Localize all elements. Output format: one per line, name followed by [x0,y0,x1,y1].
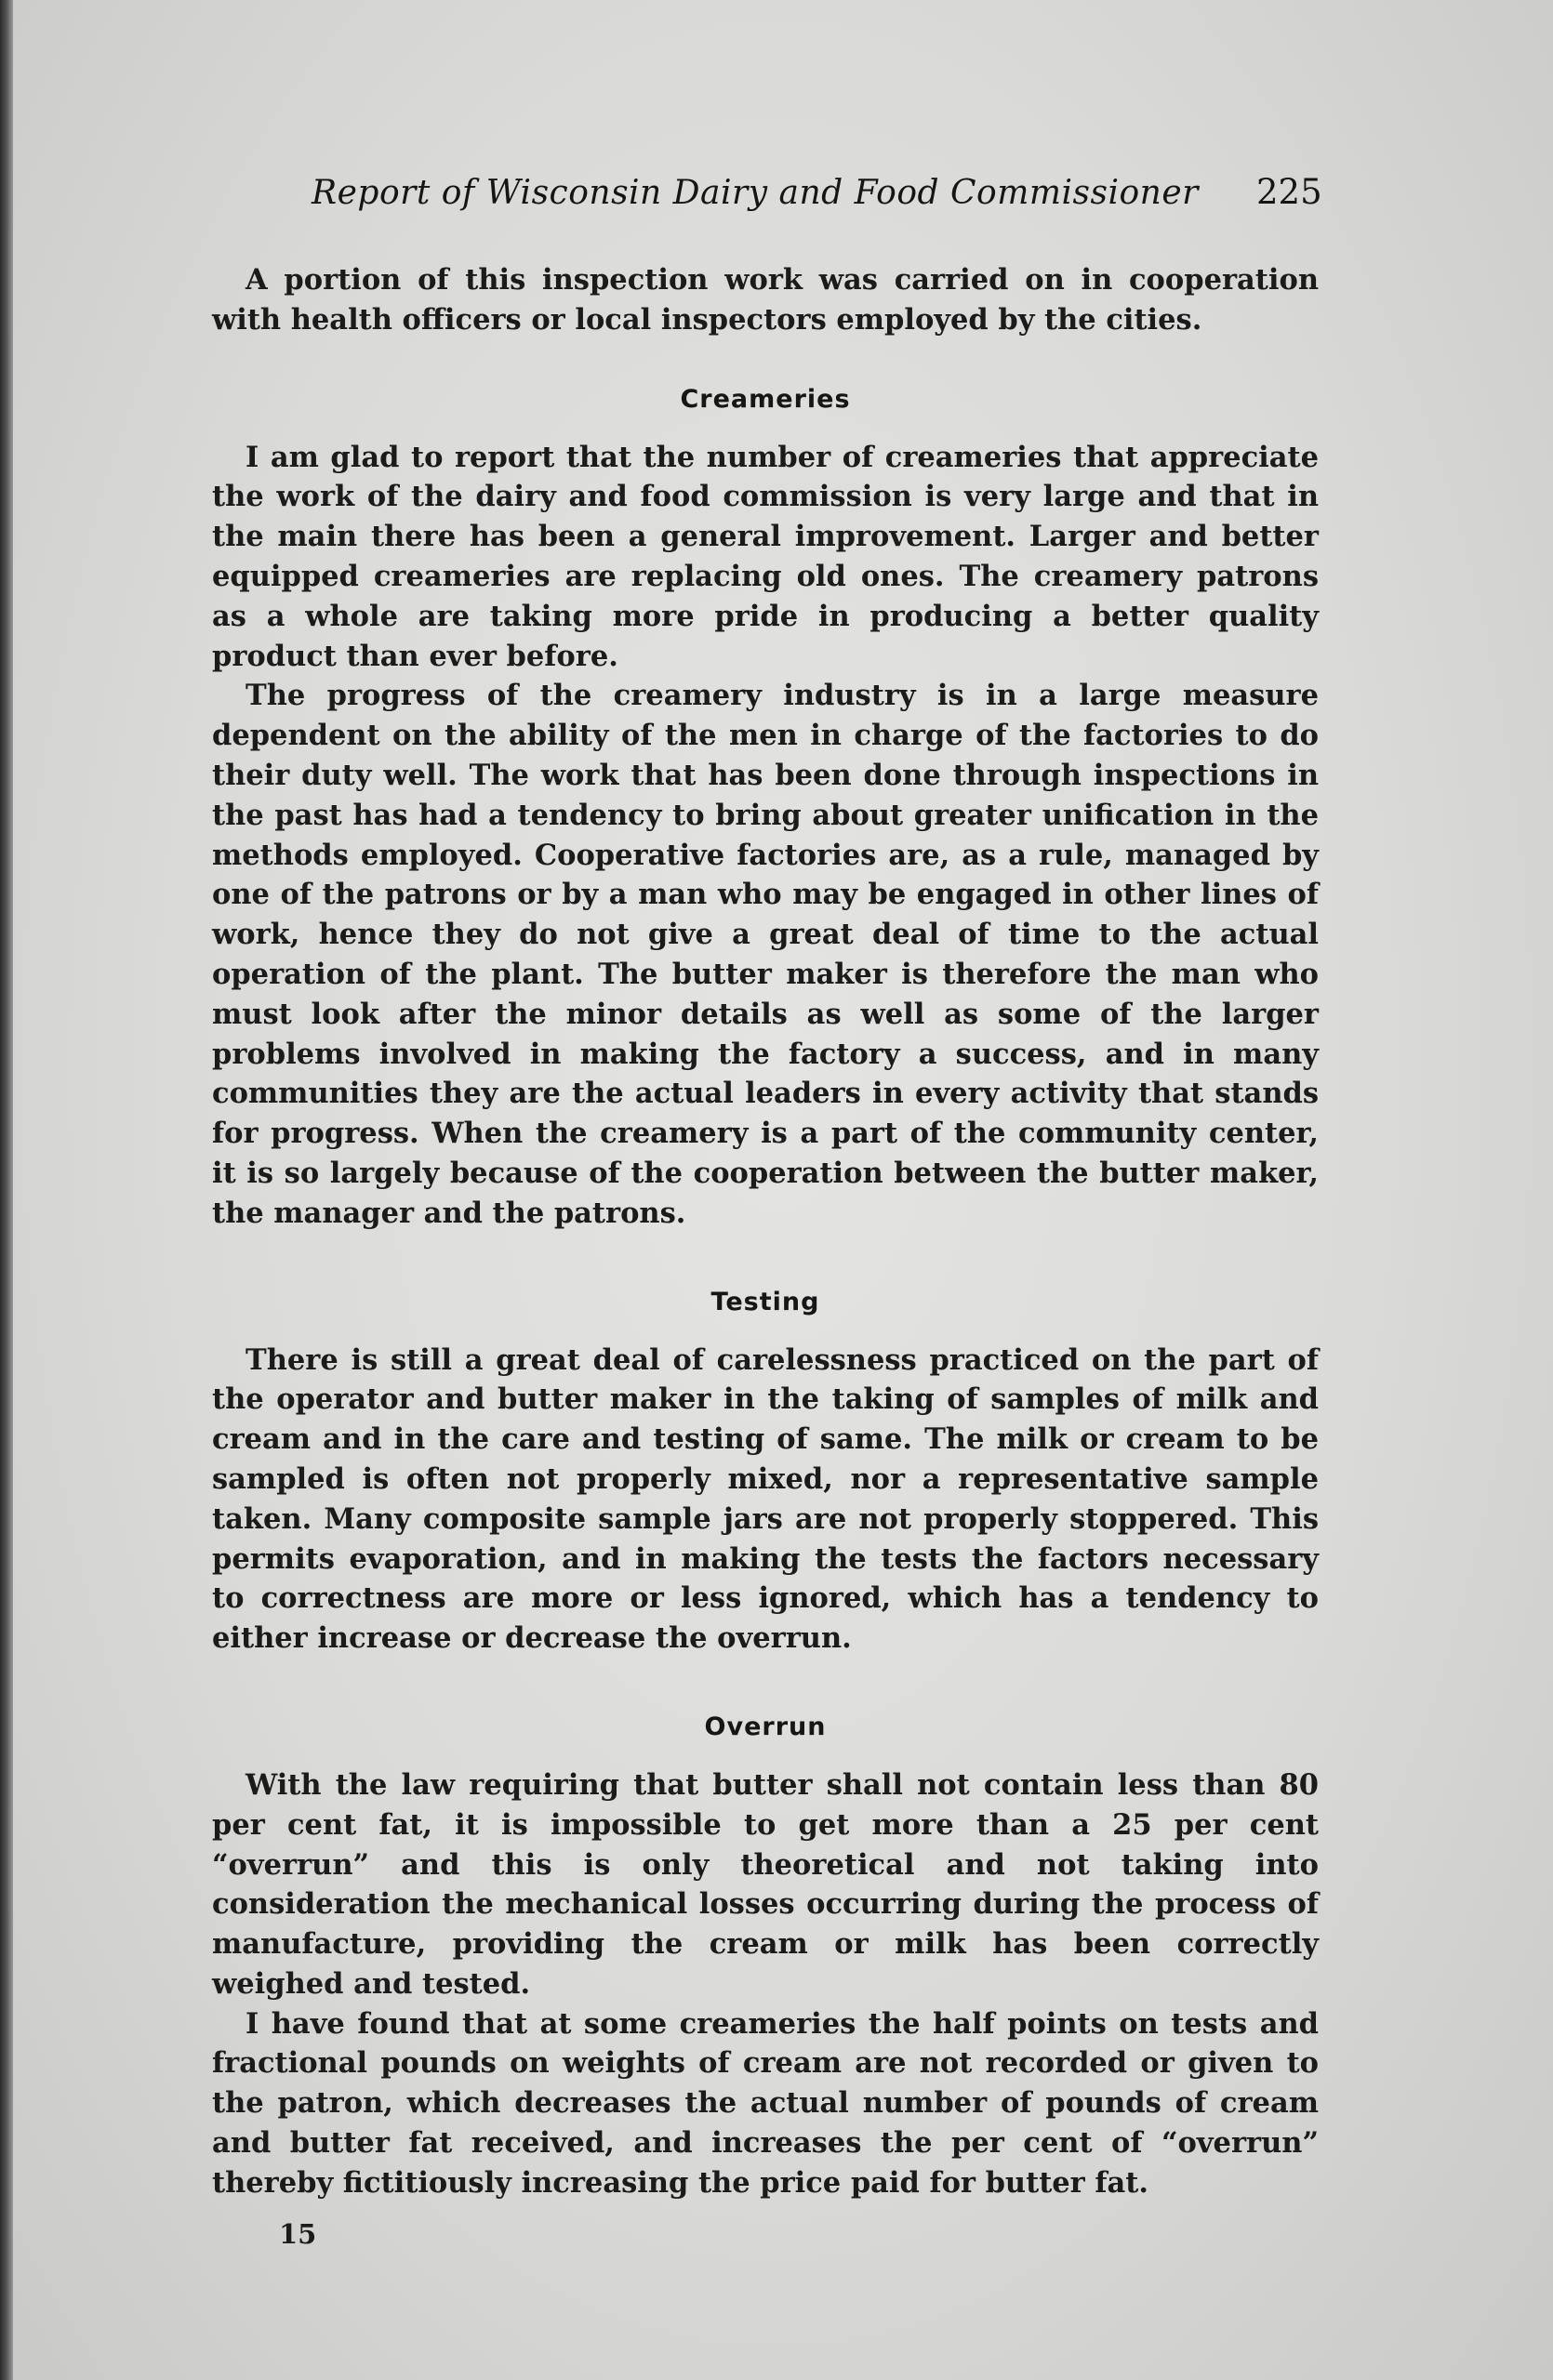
section-heading-overrun: Overrun [704,1712,827,1741]
paragraph-overrun-fractional: I have found that at some creameries the half points on tests and fractional pounds on weights of cream are not recorded or given to the patron, which decreases the actual number of pounds of cream and butter fat received, and increases the per cent of “overrun” thereby fictitiously increasing the price paid for butter fat. [212,2006,1319,2200]
section-heading-testing: Testing [710,1287,820,1316]
page-binding-edge [0,0,13,2380]
page-number: 225 [1256,172,1322,212]
paragraph-creameries-improvement: I am glad to report that the number of creameries that appreciate the work of the dairy and food commission is very large and that in the main there has been a general improvement. Larger and better equipped creameries are replacing old ones. The creamery patrons as a whole are taking more pride in producing a better quality product than ever before. [212,440,1319,673]
running-head: Report of Wisconsin Dairy and Food Commissioner [312,174,1199,212]
page-header [209,170,1325,226]
paragraph-inspection-cooperation: A portion of this inspection work was carried on in cooperation with health officers or local inspectors employed by the cities. [212,263,1319,337]
body-text [212,260,1319,2203]
paragraph-testing-carelessness: There is still a great deal of carelessness practiced on the part of the operator and butter maker in the taking of samples of milk and cream and in the care and testing of same. The milk or cream to be sampled is often not properly mixed, nor a representative sample taken. Many composite sample jars are not properly stoppered. This permits evaporation, and in making the tests the factors necessary to correctness are more or less ignored, which has a tendency to either increase or decrease the overrun. [212,1342,1319,1656]
paragraph-creameries-progress: The progress of the creamery industry is in a large measure dependent on the ability of the men in charge of the factories to do their duty well. The work that has been done through inspections in the past has had a tendency to bring about greater unification in the methods employed. Cooperative factories are, as a rule, managed by one of the patrons or by a man who may be engaged in other lines of work, hence they do not give a great deal of time to the actual operation of the plant. The butter maker is therefore the man who must look after the minor details as well as some of the larger problems involved in making the factory a success, and in many communities they are the actual leaders in every activity that stands for progress. When the creamery is a part of the community center, it is so largely because of the cooperation between the butter maker, the manager and the patrons. [212,679,1319,1230]
section-heading-creameries: Creameries [680,384,851,414]
signature-mark: 15 [279,2218,317,2250]
paragraph-overrun-law: With the law requiring that butter shall not contain less than 80 per cent fat, it is impossible to get more than a 25 per cent “overrun” and this is only theoretical and not taking into consideration the mechanical losses occurring during the process of manufacture, providing the cream or milk has been correctly weighed and tested. [212,1767,1319,2001]
